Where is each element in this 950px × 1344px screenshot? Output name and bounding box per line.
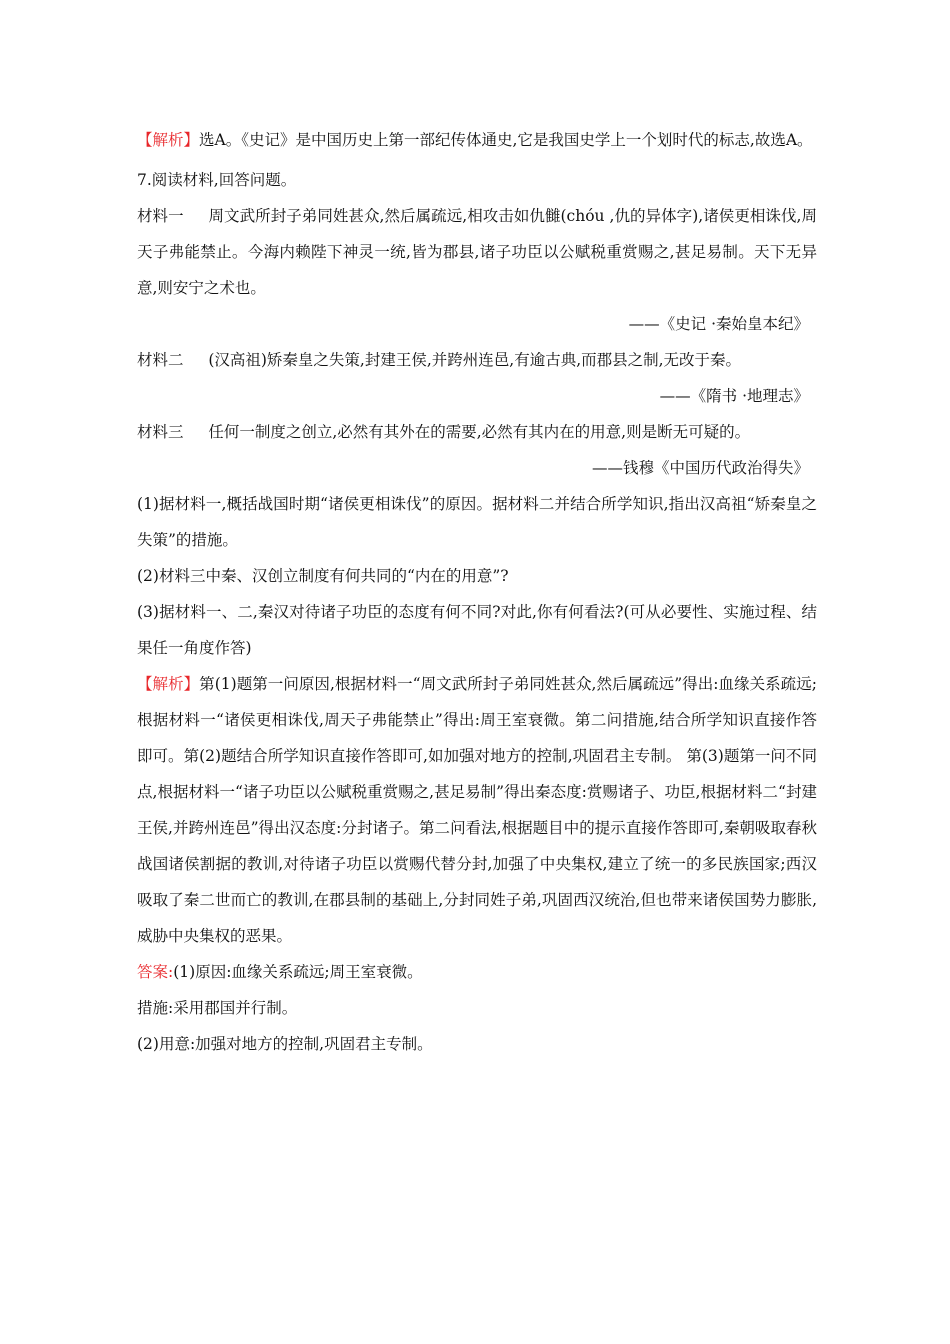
analysis-text: 选A。《史记》是中国历史上第一部纪传体通史,它是我国史学上一个划时代的标志,故选A。 bbox=[199, 131, 813, 149]
material-2-source: ——《隋书 ·地理志》 bbox=[659, 387, 809, 405]
material-3 bbox=[137, 414, 817, 450]
analysis-main-text: 第(1)题第一问原因,根据材料一“周文武所封子弟同姓甚众,然后属疏远”得出:血缘关系疏远;根据材料一“诸侯更相诛伐,周天子弗能禁止”得出:周王室衰微。第二问措施,结合所学知识直接作答即可。第(2)题结合所学知识直接作答即可,如加强对地方的控制,巩固君主专制。 第(3)题第一问不同点,根据材料一“诸子功臣以公赋税重赏赐之,甚足易制”得出秦态度:赏赐诸子、功臣,根据材料二“封建王侯,并跨州连邑”得出汉态度:分封诸子。第二问看法,根据题目中的提示直接作答即可,秦朝吸取春秋战国诸侯割据的教训,对待诸子功臣以赏赐代替分封,加强了中央集权,建立了统一的多民族国家;西汉吸取了秦二世而亡的教训,在郡县制的基础上,分封同姓子弟,巩固西汉统治,但也带来诸侯国势力膨胀,威胁中央集权的恶果。 bbox=[137, 675, 817, 945]
material-1-text: 周文武所封子弟同姓甚众,然后属疏远,相攻击如仇雠(chóu ,仇的异体字),诸侯更相诛伐,周天子弗能禁止。今海内赖陛下神灵一统,皆为郡县,诸子功臣以公赋税重赏赐之,甚足易制。天下无异意,则安宁之术也。 bbox=[137, 207, 817, 297]
answer-line-1-text: (1)原因:血缘关系疏远;周王室衰微。 bbox=[173, 963, 423, 981]
answer-line-3: (2)用意:加强对地方的控制,巩固君主专制。 bbox=[137, 1035, 433, 1053]
question-heading: 7.阅读材料,回答问题。 bbox=[137, 171, 297, 189]
answer-label: 答案: bbox=[137, 963, 174, 981]
sub-question-1: (1)据材料一,概括战国时期“诸侯更相诛伐”的原因。据材料二并结合所学知识,指出汉高祖“矫秦皇之失策”的措施。 bbox=[137, 495, 817, 549]
answer-line-1 bbox=[137, 954, 817, 990]
material-1-label: 材料一 bbox=[137, 207, 184, 225]
analysis-label: 【解析】 bbox=[137, 131, 200, 149]
material-1-source: ——《史记 ·秦始皇本纪》 bbox=[628, 315, 809, 333]
analysis-main bbox=[137, 666, 817, 954]
analysis-previous bbox=[137, 118, 817, 162]
document-page bbox=[137, 118, 817, 1062]
analysis-main-label: 【解析】 bbox=[137, 675, 200, 693]
answer-line-2: 措施:采用郡国并行制。 bbox=[137, 999, 298, 1017]
material-3-text: 任何一制度之创立,必然有其外在的需要,必然有其内在的用意,则是断无可疑的。 bbox=[208, 423, 751, 441]
sub-question-3: (3)据材料一、二,秦汉对待诸子功臣的态度有何不同?对此,你有何看法?(可从必要性、实施过程、结果任一角度作答) bbox=[137, 603, 817, 657]
sub-question-2: (2)材料三中秦、汉创立制度有何共同的“内在的用意”? bbox=[137, 567, 509, 585]
material-1 bbox=[137, 198, 817, 306]
material-2-label: 材料二 bbox=[137, 351, 184, 369]
material-2 bbox=[137, 342, 817, 378]
material-2-text: (汉高祖)矫秦皇之失策,封建王侯,并跨州连邑,有逾古典,而郡县之制,无改于秦。 bbox=[208, 351, 742, 369]
material-3-label: 材料三 bbox=[137, 423, 184, 441]
material-3-source: ——钱穆《中国历代政治得失》 bbox=[591, 459, 809, 477]
